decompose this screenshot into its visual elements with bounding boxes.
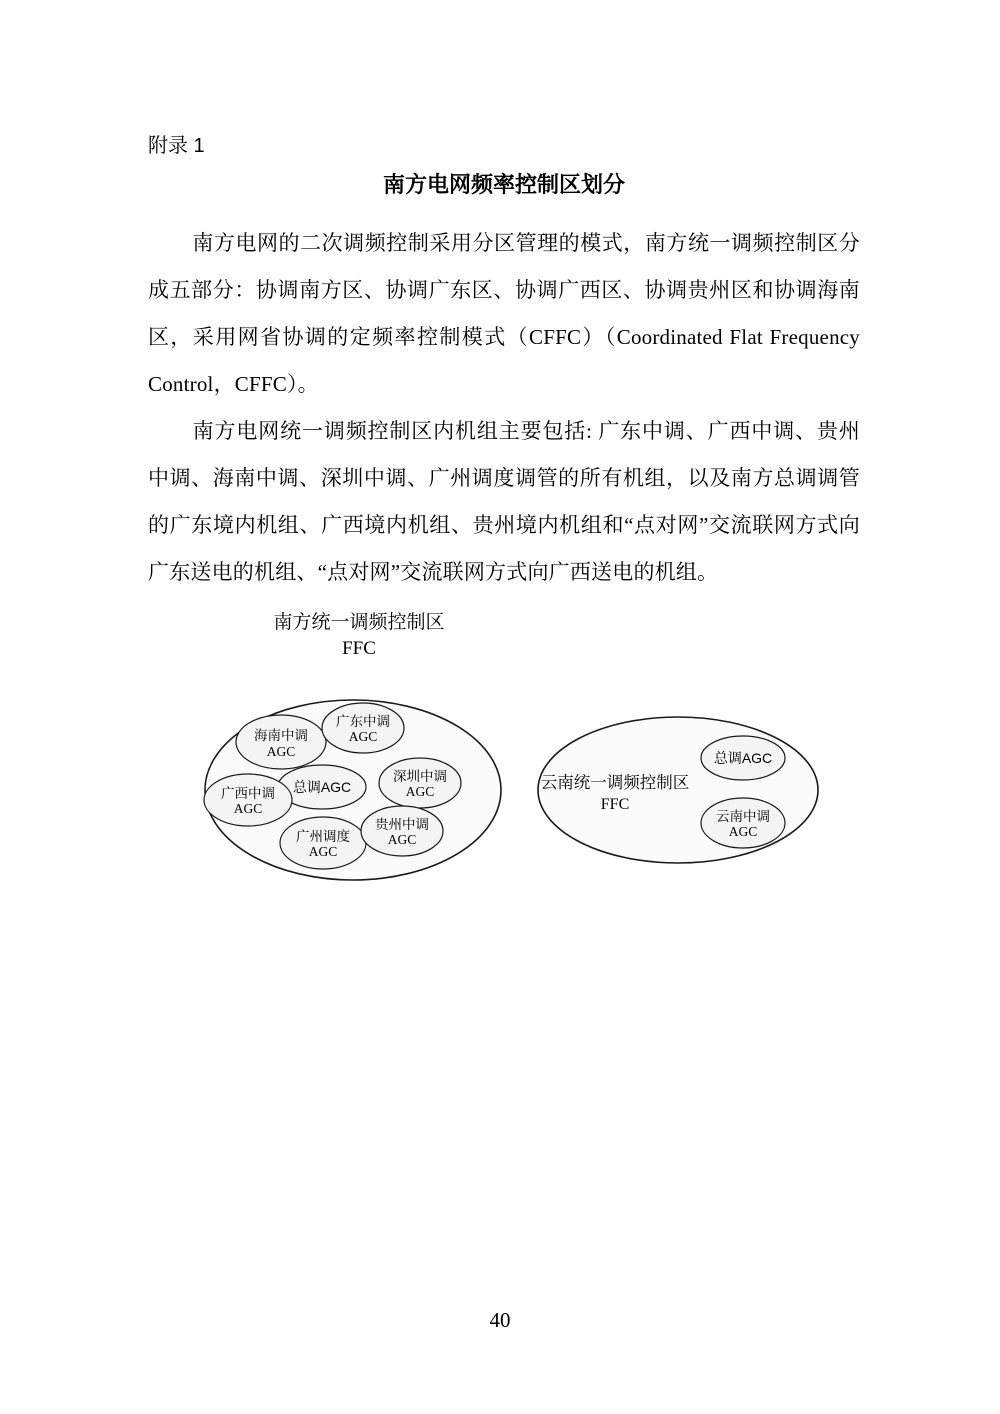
paragraph-2-text: 南方电网统一调频控制区内机组主要包括: 广东中调、广西中调、贵州中调、海南中调、深圳中调、广州调度调管的所有机组，以及南方总调调管的广东境内机组、广西境内机组、贵州境内机组和“点对网”交流联网方式向广东送电的机组、“点对网”交流联网方式向广西送电的机组。: [148, 419, 860, 584]
figure-caption-line2: FFC: [342, 638, 376, 659]
paragraph-1-text: 南方电网的二次调频控制采用分区管理的模式，南方统一调频控制区分成五部分：协调南方区、协调广东区、协调广西区、协调贵州区和协调海南区，采用网省协调的定频率控制模式（CFFC）（Coordinated Flat Frequency Control，CFFC）。: [148, 231, 860, 396]
south-member-hainan-line1: 海南中调: [254, 728, 308, 743]
frequency-control-zone-diagram: [148, 610, 860, 910]
south-member-guangdong: [322, 703, 404, 753]
south-member-shenzhen: [379, 758, 461, 808]
south-member-hainan: [236, 715, 326, 769]
south-member-guangzhou: [280, 817, 366, 869]
yunnan-member-yunnan: [701, 798, 785, 848]
page-number: 40: [489, 1308, 511, 1332]
south-member-guangzhou-line1: 广州调度: [296, 829, 350, 844]
south-member-hainan-line2: AGC: [266, 744, 296, 759]
south-member-guangdong-line1: 广东中调: [336, 714, 390, 729]
paragraph-2: [148, 408, 860, 596]
yunnan-zone-label-line1: 云南统一调频控制区: [540, 774, 690, 792]
south-member-zongdiao-line1: 总调AGC: [292, 779, 352, 795]
south-member-shenzhen-line2: AGC: [405, 784, 435, 799]
south-member-guangxi-line1: 广西中调: [221, 786, 275, 801]
yunnan-member-zongdiao-line1: 总调AGC: [713, 750, 773, 766]
south-member-guangzhou-line2: AGC: [308, 844, 338, 859]
document-body: [148, 130, 860, 910]
south-member-guizhou-line2: AGC: [387, 832, 417, 847]
south-member-guangxi: [204, 774, 292, 826]
yunnan-zone-label-line2: FFC: [600, 796, 630, 813]
yunnan-member-yunnan-line2: AGC: [728, 824, 758, 839]
page-title: 南方电网频率控制区划分: [382, 172, 625, 197]
south-member-guangdong-line2: AGC: [348, 729, 378, 744]
south-member-shenzhen-line1: 深圳中调: [393, 769, 447, 784]
south-member-guangxi-line2: AGC: [233, 801, 263, 816]
appendix-label: 附录 1: [148, 135, 205, 157]
south-member-guizhou: [361, 806, 443, 856]
yunnan-member-zongdiao: [701, 736, 785, 780]
paragraph-1: [148, 220, 860, 408]
figure-caption-line1: 南方统一调频控制区: [273, 612, 445, 633]
yunnan-member-yunnan-line1: 云南中调: [716, 809, 770, 824]
diagram-svg: [148, 610, 860, 910]
south-member-guizhou-line1: 贵州中调: [375, 817, 429, 832]
